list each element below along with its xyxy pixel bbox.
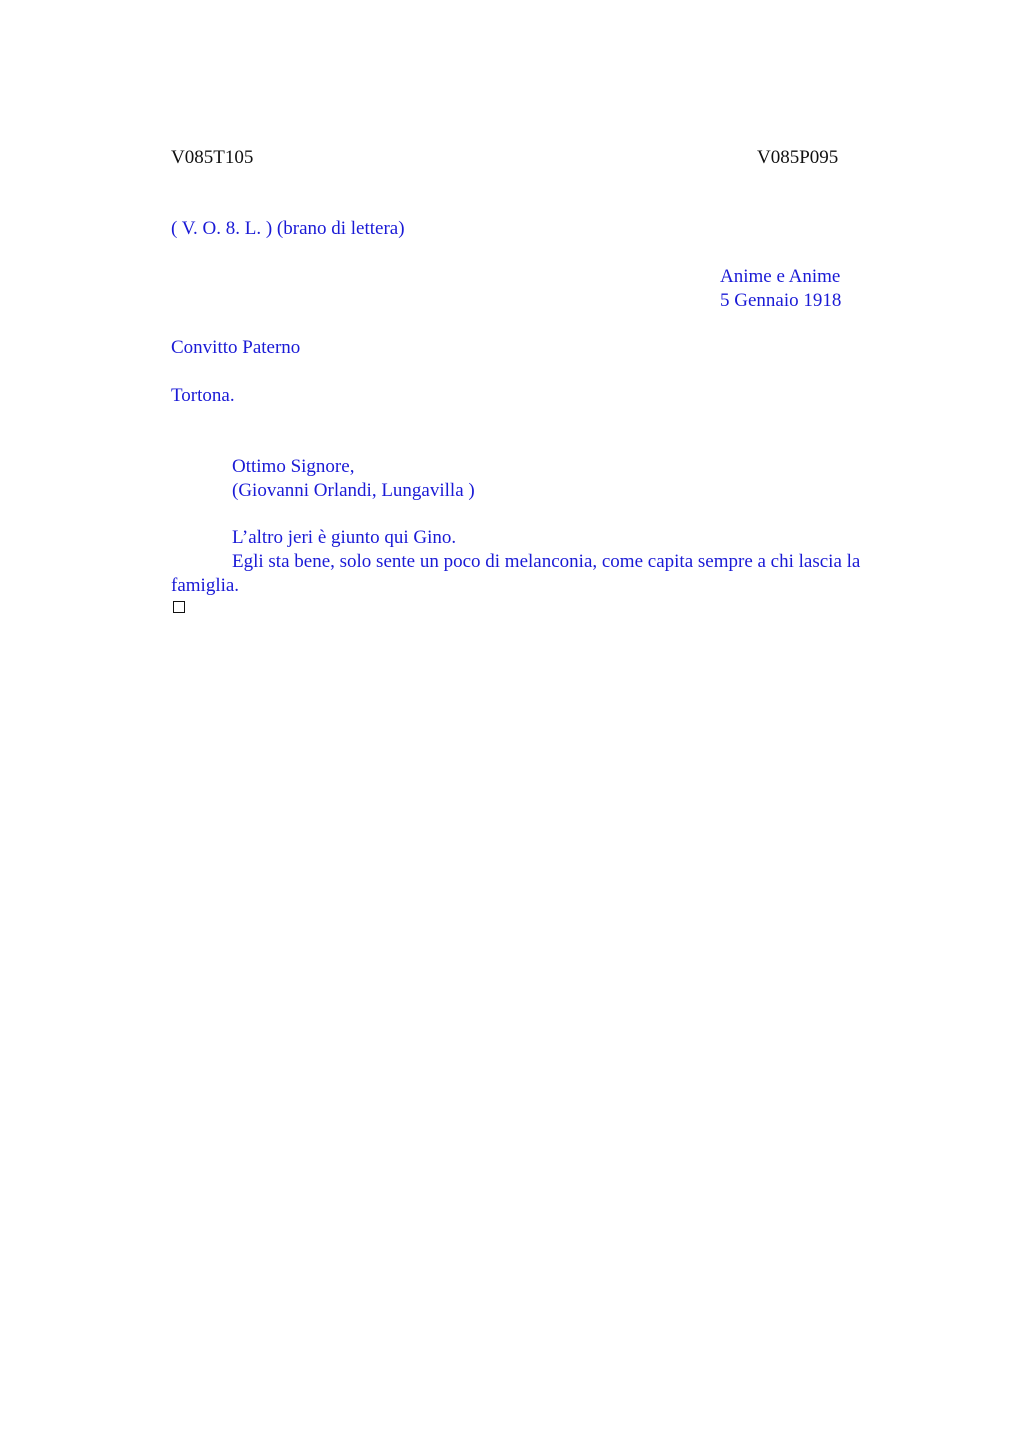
letter-paragraph: L’altro jeri è giunto qui Gino. — [232, 527, 457, 548]
end-marker-box — [173, 601, 185, 613]
letter-paragraph: Egli sta bene, solo sente un poco di melanconia, come capita sempre a chi lascia la famiglia. — [171, 551, 861, 596]
document-code-left: V085T105 — [171, 147, 254, 168]
letter-city: Tortona. — [171, 385, 235, 406]
letter-subtitle: ( V. O. 8. L. ) (brano di lettera) — [171, 218, 405, 239]
letter-date: 5 Gennaio 1918 — [720, 290, 842, 311]
letter-salutation: Ottimo Signore, — [232, 456, 355, 477]
place-date-block — [720, 265, 841, 313]
letter-recipient: Convitto Paterno — [171, 337, 301, 358]
document-code-right: V085P095 — [757, 147, 839, 168]
letter-body — [171, 526, 931, 598]
letter-place: Anime e Anime — [720, 266, 841, 287]
salutation-block — [232, 455, 475, 503]
letter-addressee-note: (Giovanni Orlandi, Lungavilla ) — [232, 480, 475, 501]
